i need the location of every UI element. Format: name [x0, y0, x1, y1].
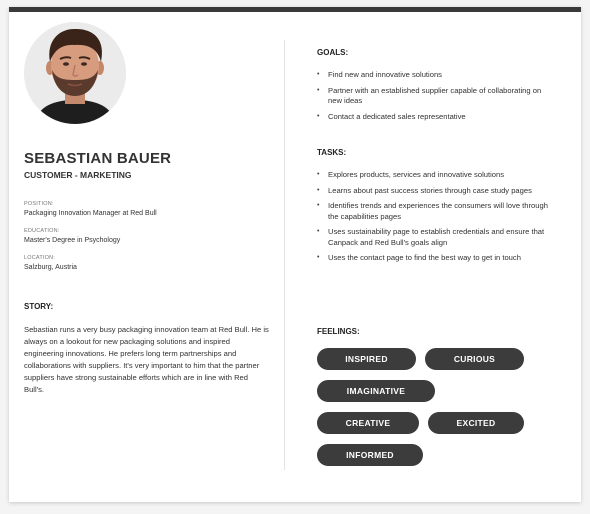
person-photo-icon: [24, 22, 126, 124]
task-item: • Learns about past success stories through case study pages: [317, 186, 557, 197]
task-item: • Explores products, services and innovative solutions: [317, 170, 557, 181]
goal-item: • Find new and innovative solutions: [317, 70, 557, 81]
task-item: • Identifies trends and experiences the consumers will love through the capabilities pages: [317, 201, 557, 222]
persona-card: [9, 7, 581, 502]
position-value: Packaging Innovation Manager at Red Bull: [24, 210, 157, 217]
story-text: Sebastian runs a very busy packaging innovation team at Red Bull. He is always on a lookout for new packaging solutions and inspired engineering innovations. He prefers long term partnerships and collaborations with suppliers. It's very important to him that the partner suppliers have strong sustainable efforts which are in line with Red Bull's.: [24, 325, 269, 394]
education-value: Master's Degree in Psychology: [24, 237, 121, 244]
feeling-chip-creative: CREATIVE: [317, 412, 419, 434]
goal-item: • Contact a dedicated sales representative: [317, 112, 557, 123]
feeling-chip-inspired: INSPIRED: [317, 348, 416, 370]
story-title: STORY:: [24, 302, 54, 311]
persona-name: SEBASTIAN BAUER: [24, 150, 172, 167]
goal-item: • Partner with an established supplier capable of collaborating on new ideas: [317, 86, 557, 107]
location-label: LOCATION:: [24, 255, 56, 261]
education-label: EDUCATION:: [24, 228, 60, 234]
task-item: • Uses the contact page to find the best way to get in touch: [317, 253, 557, 264]
feeling-chip-excited: EXCITED: [428, 412, 524, 434]
feeling-chip-informed: INFORMED: [317, 444, 423, 466]
feeling-chip-imaginative: IMAGINATIVE: [317, 380, 435, 402]
goals-title: GOALS:: [317, 48, 349, 57]
feeling-chip-curious: CURIOUS: [425, 348, 524, 370]
location-value: Salzburg, Austria: [24, 264, 77, 271]
position-label: POSITION:: [24, 201, 54, 207]
goals-list: [317, 70, 557, 122]
tasks-list: [317, 170, 557, 264]
task-item: • Uses sustainability page to establish credentials and ensure that Canpack and Red Bull's goals align: [317, 227, 557, 248]
persona-role: CUSTOMER - MARKETING: [24, 170, 132, 180]
column-divider: [284, 40, 285, 470]
avatar: [24, 22, 126, 124]
tasks-title: TASKS:: [317, 148, 347, 157]
feelings-title: FEELINGS:: [317, 327, 360, 336]
